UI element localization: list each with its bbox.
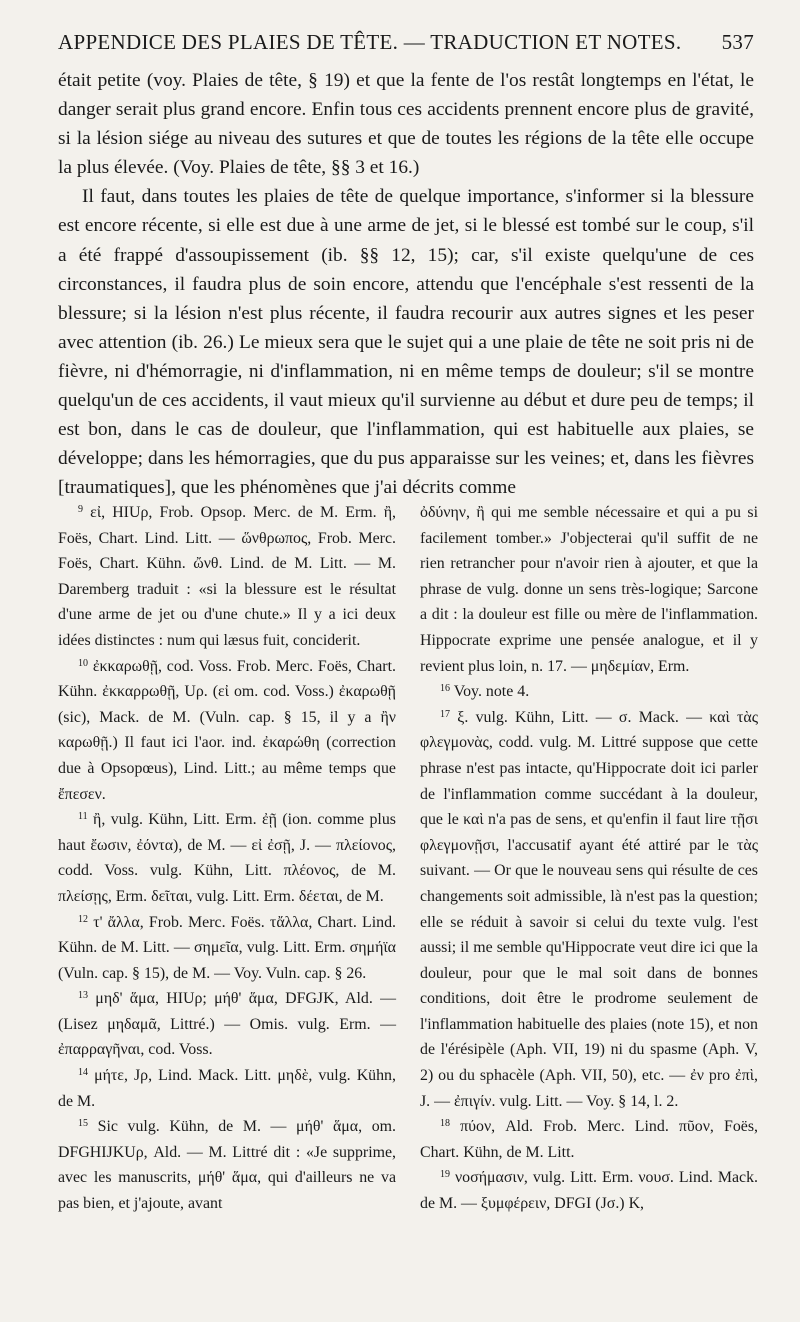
footnote-19: [420, 1165, 758, 1216]
footnote-11: [58, 807, 396, 909]
footnote-text: ὀδύνην, ἢ qui me semble nécessaire et qui a pu si facilement tomber.» J'objecterai qu'il suffit de ne rien retrancher pour n'avoir rien à ajouter, et que la phrase de vulg. donne un sens très-logique; Sarcone a dit : la douleur est fille ou mère de l'inflammation. Hippocrate exprime une pensée analogue, et il y revient plus loin, n. 17. — μηδεμίαν, Erm.: [420, 504, 758, 675]
footnote-18: [420, 1114, 758, 1165]
footnote-text: Sic vulg. Kühn, de M. — μήθ' ἅμα, om. DFGHIJKUρ, Ald. — M. Littré dit : «Je supprime, avec les manuscrits, μήθ' ἅμα, qui d'ailleurs ne va pas bien, et j'ajoute, avant: [58, 1118, 396, 1213]
footnote-text: ἐκκαρωθῇ, cod. Voss. Frob. Merc. Foës, Chart. Kühn. ἐκκαρρωθῇ, Uρ. (εἰ om. cod. Voss.) ἐκαρωθῇ (sic), Mack. de M. (Vuln. cap. § 15, il y a ἢν καρωθῇ.) Il faut ici l'aor. ind. ἐκαρώθη (correction due à Opsopœus), Lind. Litt.; au même temps que ἔπεσεν.: [58, 657, 396, 803]
footnote-number: 18: [440, 1118, 450, 1130]
footnote-text: μηδ' ἅμα, HIUρ; μήθ' ἅμα, DFGJK, Ald. — (Lisez μηδαμᾶ, Littré.) — Omis. vulg. Erm. — ἐπαρραγῆναι, cod. Voss.: [58, 990, 396, 1059]
running-header: [58, 30, 754, 60]
footnote-14: [58, 1063, 396, 1114]
footnotes-left-column: [58, 500, 396, 1217]
footnote-15: [58, 1114, 396, 1216]
main-paragraph-2: Il faut, dans toutes les plaies de tête de quelque importance, s'informer si la blessure est encore récente, si elle est due à une arme de jet, si le blessé est tombé sur le coup, s'il a été frappé d'assoupissement (ib. §§ 12, 15); car, s'il existe quelqu'une de ces circonstances, il faudra plus de soin encore, attendu que l'encéphale s'est ressenti de la blessure; si la lésion n'est plus récente, il faudra recourir aux autres signes et les peser avec attention (ib. 26.) Le mieux sera que le sujet qui a une plaie de tête ne soit pris ni de fièvre, ni d'hémorragie, ni d'inflammation, ni en même temps de douleur; s'il se montre quelqu'un de ces accidents, il vaut mieux qu'il survienne au début et dure peu de temps; il est bon, dans le cas de douleur, que l'inflammation, qui est habituelle aux plaies, se développe; dans les hémorragies, que du pus apparaisse sur les veines; et, dans les fièvres [traumatiques], que les phénomènes que j'ai décrits comme: [58, 186, 754, 499]
footnote-16: [420, 679, 758, 705]
footnotes-right-column: [420, 500, 758, 1217]
footnote-13: [58, 986, 396, 1063]
footnote-10: [58, 654, 396, 808]
footnote-text: πύον, Ald. Frob. Merc. Lind. πῦον, Foës, Chart. Kühn, de M. Litt.: [420, 1118, 758, 1161]
footnote-number: 12: [78, 913, 88, 925]
footnote-17: [420, 705, 758, 1115]
main-text: [58, 66, 754, 502]
footnote-number: 14: [78, 1067, 88, 1079]
footnote-number: 15: [78, 1118, 88, 1130]
footnote-number: 10: [78, 657, 88, 669]
footnote-text: μήτε, Jρ, Lind. Mack. Litt. μηδὲ, vulg. Kühn, de M.: [58, 1067, 396, 1110]
main-paragraph-1: était petite (voy. Plaies de tête, § 19) et que la fente de l'os restât longtemps en l'état, le danger serait plus grand encore. Enfin tous ces accidents prennent encore plus de gravité, si la lésion siége au niveau des sutures et que de toutes les régions de la tête elle occupe la plus élevée. (Voy. Plaies de tête, §§ 3 et 16.): [58, 70, 754, 179]
footnote-number: 13: [78, 990, 88, 1002]
footnote-number: 19: [440, 1169, 450, 1181]
footnote-number: 9: [78, 504, 83, 515]
footnote-9: [58, 500, 396, 654]
page-number: 537: [721, 30, 754, 54]
footnote-number: 16: [440, 683, 450, 695]
footnote-12: [58, 910, 396, 987]
footnote-text: ξ. vulg. Kühn, Litt. — σ. Mack. — καὶ τὰς φλεγμονὰς, codd. vulg. M. Littré suppose que cette phrase n'est pas intacte, qu'Hippocrate doit ici parler de l'inflammation comme succédant à la douleur, que le καὶ n'a pas de sens, et qu'enfin il faut lire τῇσι φλεγμονῇσι, l'accusatif ayant été attiré par le τὰς suivant. — Or que le nouveau sens qui résulte de ces changements soit admissible, là n'est pas la question; elle se réduit à savoir si celui du texte vulg. l'est aussi; il me semble qu'Hippocrate veut dire ici que la douleur, pour que le mal soit dans de bonnes conditions, doit être le prodrome seulement de l'inflammation habituelle des plaies (note 15), et non de l'érésipèle (Aph. VII, 19) ni du spasme (Aph. V, 2) ou du sphacèle (Aph. VII, 50), etc. — ἐν pro ἐπὶ, J. — ἐπιγίν. vulg. Litt. — Voy. § 14, l. 2.: [420, 708, 758, 1110]
footnote-text: τ' ἄλλα, Frob. Merc. Foës. τἄλλα, Chart. Lind. Kühn. de M. Litt. — σημεῖα, vulg. Litt. Erm. σημήϊα (Vuln. cap. § 15), de M. — Voy. Vuln. cap. § 26.: [58, 913, 396, 982]
running-title: APPENDICE DES PLAIES DE TÊTE. — TRADUCTION ET NOTES.: [58, 30, 682, 54]
footnote-text: ἢ, vulg. Kühn, Litt. Erm. ἐῇ (ion. comme plus haut ἔωσιν, ἐόντα), de M. — εἰ ἐσῇ, J. — πλείονος, codd. Voss. vulg. Kühn, Litt. πλέονος, de M. πλείσῃς, Erm. δεῖται, vulg. Litt. Erm. δέεται, de M.: [58, 811, 396, 905]
footnotes: [58, 500, 758, 1217]
footnote-text: εἰ, HIUρ, Frob. Opsop. Merc. de M. Erm. ἢ, Foës, Chart. Lind. Litt. — ὥνθρωπος, Frob. Merc. Foës, Chart. Kühn. ὤνθ. Lind. de M. Litt. — M. Daremberg traduit : «si la blessure est le résultat d'une arme de jet ou d'une chute.» Il y a ici deux idées distinctes : num qui læsus fuit, conciderit.: [58, 504, 396, 649]
footnote-text: Voy. note 4.: [453, 683, 530, 701]
footnote-15-continued: [420, 500, 758, 679]
footnote-text: νοσήμασιν, vulg. Litt. Erm. νουσ. Lind. Mack. de M. — ξυμφέρειν, DFGI (Jσ.) K,: [420, 1169, 758, 1213]
footnote-number: 17: [440, 708, 450, 720]
footnote-number: 11: [78, 811, 88, 823]
